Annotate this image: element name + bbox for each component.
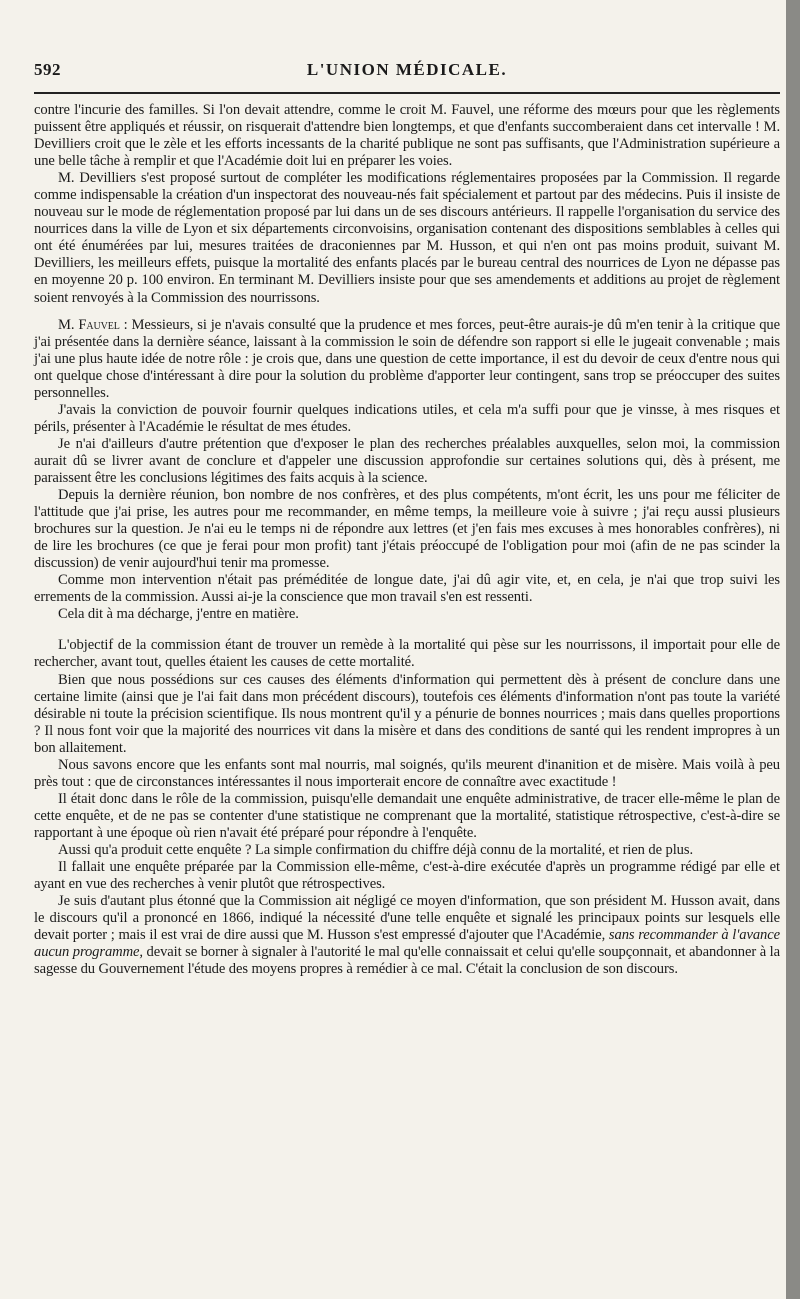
paragraph: Depuis la dernière réunion, bon nombre de nos confrères, et des plus compétents, m'ont écrit, les uns pour me féliciter de l'attitude que j'ai prise, les autres pour me recommander, en même temps, la meilleure voie à suivre ; j'ai reçu aussi plusieurs brochures sur la question. Je n'ai eu le temps ni de répondre aux lettres (et j'en fais mes excuses à mes honorables confrères), ni de lire les brochures (ce que je ferai pour mon profit) tant j'étais préoccupé de l'obligation pour moi (afin de ne pas scinder la discussion) de venir aujourd'hui tenir ma promesse. [34, 487, 780, 572]
paragraph: contre l'incurie des familles. Si l'on devait attendre, comme le croit M. Fauvel, une réforme des mœurs pour que les règlements puissent être appliqués et réussir, on risquerait d'attendre bien longtemps, et que d'enfants succomberaient dans cet intervalle ! M. Devilliers croit que le zèle et les efforts incessants de la charité publique ne sont pas suffisants, que l'Administration supérieure a une belle tâche à remplir et que l'Académie doit lui en préparer les voies. [34, 102, 780, 170]
paragraph [34, 893, 780, 978]
header-rule [34, 92, 780, 94]
paragraph: Comme mon intervention n'était pas préméditée de longue date, j'ai dû agir vite, et, en cela, je n'ai que trop suivi les errements de la commission. Aussi ai-je la conscience que mon travail s'en est ressenti. [34, 572, 780, 606]
paragraph: Il était donc dans le rôle de la commission, puisqu'elle demandait une enquête administrative, de tracer elle-même le plan de cette enquête, et de ne pas se contenter d'une statistique ne comprenant que la mortalité, statistique rétrospective, c'est-à-dire se rapportant à une époque où rien n'avait été préparé pour répondre à l'enquête. [34, 790, 780, 841]
page-gutter-shadow [786, 0, 800, 1299]
speaker-name: M. Fauvel [58, 316, 120, 333]
paragraph: M. Devilliers s'est proposé surtout de compléter les modifications réglementaires proposées par la Commission. Il regarde comme indispensable la création d'un inspectorat des nouveau-nés fait spécialement et partout par des médecins. Puis il insiste de nouveau sur le mode de réglementation proposé par lui dans un de ses discours antérieurs. Il rappelle l'organisation du service des nourrices dans la ville de Lyon et six départements circonvoisins, organisation contenant des dispositions semblables à celles qui ont été énumérées par lui, mesures traitées de draconiennes par M. Husson, et qui n'en ont pas moins produit, suivant M. Devilliers, les meilleurs effets, puisque la mortalité des enfants placés par le bureau central des nourrices de Lyon ne dépasse pas en moyenne 20 p. 100 environ. En terminant M. Devilliers insiste pour que ses amendements et additions au projet de règlement soient renvoyés à la Commission des nourrissons. [34, 170, 780, 306]
paragraph [34, 317, 780, 402]
paragraph: L'objectif de la commission étant de trouver un remède à la mortalité qui pèse sur les nourrissons, il importait pour elle de rechercher, avant tout, quelles étaient les causes de cette mortalité. [34, 637, 780, 671]
page-number: 592 [34, 60, 61, 79]
paragraph-text: devait se borner à signaler à l'autorité le mal qu'elle connaissait et celui qu'elle soupçonnait, et abandonner à la sagesse du Gouvernement l'étude des moyens propres à remédier à ce mal. C'était la conclusion de son discours. [34, 944, 780, 978]
paragraph: Cela dit à ma décharge, j'entre en matière. [58, 606, 299, 623]
paragraph-text: Je suis d'autant plus étonné que la Commission ait négligé ce moyen d'information, que son président M. Husson avait, dans le discours qu'il a prononcé en 1866, indiqué la nécessité d'une telle enquête et signalé les principaux points sur lesquels elle devait porter ; mais il est vrai de dire aussi que M. Husson s'est empressé d'ajouter que l'Académie, [34, 893, 780, 944]
article-body [34, 102, 780, 978]
page-header [34, 60, 780, 90]
running-title: L'UNION MÉDICALE. [306, 60, 508, 79]
paragraph: Je n'ai d'ailleurs d'autre prétention que d'exposer le plan des recherches préalables auxquelles, selon moi, la commission aurait dû se livrer avant de conclure et d'appeler une discussion approfondie sur certaines solutions qui, dès à présent, me paraissent être les conclusions légitimes des faits acquis à la science. [34, 435, 780, 486]
paragraph: Il fallait une enquête préparée par la Commission elle-même, c'est-à-dire exécutée d'après un programme rédigé par elle et ayant en vue des recherches à venir plutôt que rétrospectives. [34, 859, 780, 893]
paragraph: Nous savons encore que les enfants sont mal nourris, mal soignés, qu'ils meurent d'inanition et de misère. Mais voilà à peu près tout : que de circonstances intéressantes il nous importerait encore de connaître avec exactitude ! [34, 756, 780, 790]
paragraph: Bien que nous possédions sur ces causes des éléments d'information qui permettent dès à présent de conclure dans une certaine limite (ainsi que je l'ai fait dans mon précédent discours), toutefois ces éléments d'information n'ont pas toute la variété désirable ni toute la précision scientifique. Ils nous montrent qu'il y a pénurie de bonnes nourrices ; mais dans quelles proportions ? Il nous font voir que la majorité des nourrices vit dans la misère et dans des conditions de santé qui les rendent impropres à un bon allaitement. [34, 671, 780, 756]
paragraph: J'avais la conviction de pouvoir fournir quelques indications utiles, et cela m'a suffi pour que je vinsse, à mes risques et périls, présenter à l'Académie le résultat de mes études. [34, 401, 780, 435]
paragraph-text: : Messieurs, si je n'avais consulté que la prudence et mes forces, peut-être aurais-je dû m'en tenir à la critique que j'ai présentée dans la dernière séance, laissant à la commission le soin de défendre son rapport si elle le jugeait convenable ; mais j'ai une plus haute idée de notre rôle : je crois que, dans une question de cette importance, il est du devoir de ceux d'entre nous qui ont quelque chose d'intéressant à dire pour la solution du problème d'apporter leur contingent, sans trop se préoccuper des suites personnelles. [34, 316, 780, 401]
italic-phrase: sans recommander à l'avance aucun programme, [34, 927, 780, 961]
paragraph: Aussi qu'a produit cette enquête ? La simple confirmation du chiffre déjà connu de la mortalité, et rien de plus. [58, 841, 694, 858]
